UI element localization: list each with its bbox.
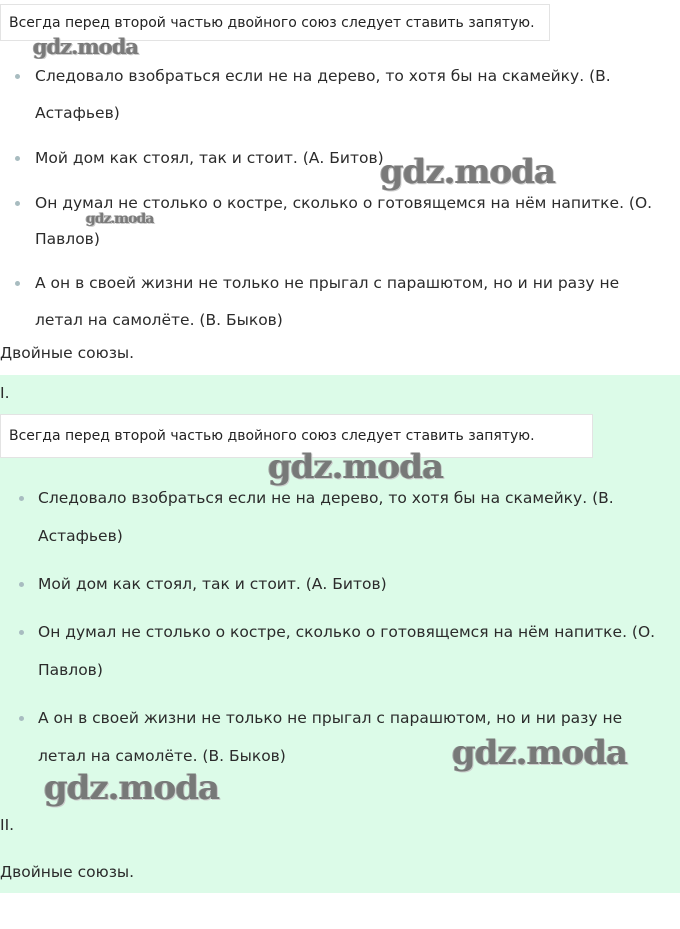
list-item: Мой дом как стоял, так и стоит. (А. Битов)	[38, 565, 668, 603]
watermark-logo: gdz.moda	[452, 733, 628, 773]
list-item: А он в своей жизни не только не прыгал с парашютом, но и ни разу не летал на самолёте. (В. Быков)	[38, 699, 668, 775]
section-heading: Двойные союзы.	[0, 344, 135, 362]
watermark-logo: gdz.moda	[33, 34, 139, 59]
list-item: Следовало взобраться если не на дерево, то хотя бы на скамейку. (В. Астафьев)	[38, 479, 668, 555]
rule-note-text: Всегда перед второй частью двойного союз следует ставить запятую.	[9, 428, 535, 444]
list-item: Он думал не столько о костре, сколько о готовящемся на нём напитке. (О. Павлов)	[38, 613, 668, 689]
examples-list	[35, 58, 660, 339]
watermark-logo: gdz.moda	[86, 211, 154, 227]
list-item: Следовало взобраться если не на дерево, то хотя бы на скамейку. (В. Астафьев)	[35, 58, 660, 132]
watermark-logo: gdz.moda	[268, 447, 444, 487]
examples-list-green	[38, 479, 668, 775]
rule-note-text: Всегда перед второй частью двойного союз следует ставить запятую.	[9, 14, 535, 31]
list-item: Он думал не столько о костре, сколько о готовящемся на нём напитке. (О. Павлов)	[35, 185, 660, 257]
watermark-logo: gdz.moda	[44, 768, 220, 808]
list-item: А он в своей жизни не только не прыгал с парашютом, но и ни разу не летал на самолёте. (В. Быков)	[35, 265, 660, 339]
section-number: II.	[0, 816, 15, 834]
watermark-logo: gdz.moda	[380, 152, 556, 192]
section-heading-green: Двойные союзы.	[0, 863, 135, 881]
list-item: Мой дом как стоял, так и стоит. (А. Битов)	[35, 140, 660, 177]
section-number: I.	[0, 384, 10, 402]
